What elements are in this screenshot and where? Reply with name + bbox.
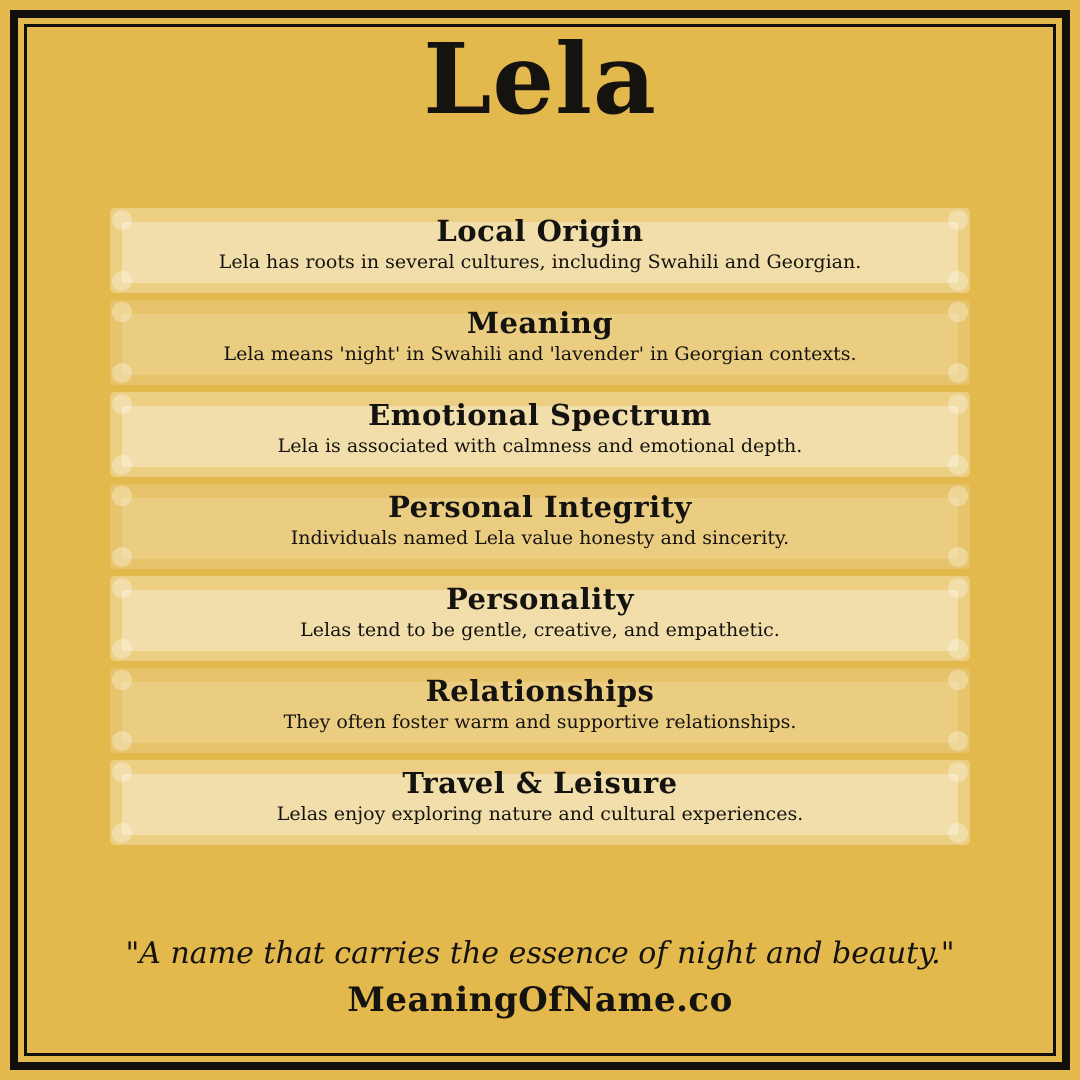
info-card [110, 760, 970, 845]
card-text [110, 208, 970, 293]
tagline-quote: "A name that carries the essence of night and beauty." [125, 936, 955, 971]
card-text [110, 760, 970, 845]
info-card-list [110, 208, 970, 852]
name-title: Lela [423, 22, 657, 136]
info-card [110, 300, 970, 385]
card-text [110, 484, 970, 569]
section-heading: Meaning [466, 306, 614, 340]
section-heading: Travel & Leisure [402, 766, 678, 800]
info-card [110, 208, 970, 293]
card-text [110, 300, 970, 385]
brand-name: MeaningOfName.co [347, 980, 733, 1020]
section-description: They often foster warm and supportive relationships. [283, 710, 797, 733]
card-text [110, 668, 970, 753]
info-card [110, 668, 970, 753]
section-description: Lela is associated with calmness and emotional depth. [277, 434, 803, 457]
info-card [110, 576, 970, 661]
section-heading: Personal Integrity [388, 490, 692, 524]
info-card [110, 484, 970, 569]
section-heading: Personality [445, 582, 635, 616]
card-text [110, 392, 970, 477]
section-description: Lela means 'night' in Swahili and 'lavender' in Georgian contexts. [223, 342, 857, 365]
section-description: Lela has roots in several cultures, including Swahili and Georgian. [218, 250, 862, 273]
section-description: Lelas enjoy exploring nature and cultural experiences. [276, 802, 804, 825]
card-text [110, 576, 970, 661]
info-card [110, 392, 970, 477]
section-heading: Relationships [425, 674, 655, 708]
section-description: Individuals named Lela value honesty and sincerity. [290, 526, 790, 549]
section-heading: Emotional Spectrum [368, 398, 712, 432]
section-heading: Local Origin [436, 214, 644, 248]
section-description: Lelas tend to be gentle, creative, and empathetic. [300, 618, 780, 641]
